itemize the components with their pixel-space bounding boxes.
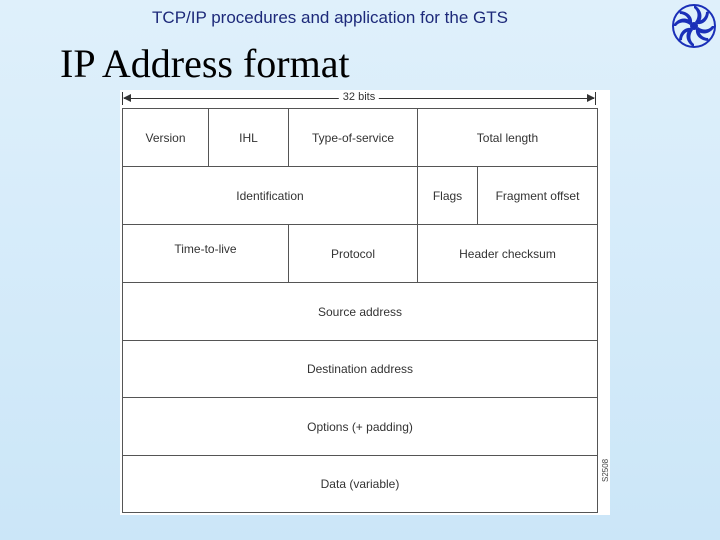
- header-fields-grid: [122, 108, 598, 513]
- arrow-right-icon: [587, 94, 595, 102]
- field-type-of-service: Type-of-service: [288, 109, 417, 166]
- bit-width-label: 32 bits: [339, 91, 379, 103]
- field-data: Data (variable): [123, 455, 597, 512]
- field-ihl: IHL: [208, 109, 288, 166]
- field-source-address: Source address: [123, 282, 597, 340]
- field-time-to-live: Time-to-live: [123, 224, 288, 282]
- field-total-length: Total length: [417, 109, 597, 166]
- spiral-globe-logo-icon: [668, 0, 720, 52]
- bit-width-ruler: [120, 90, 598, 106]
- field-identification: Identification: [123, 166, 417, 224]
- field-fragment-offset: Fragment offset: [477, 166, 597, 224]
- ip-header-diagram: [120, 90, 610, 515]
- header-title: TCP/IP procedures and application for the GTS: [152, 8, 508, 27]
- field-protocol: Protocol: [288, 224, 417, 282]
- field-flags: Flags: [417, 166, 477, 224]
- field-destination-address: Destination address: [123, 340, 597, 397]
- figure-serial-number: S2508: [601, 458, 610, 482]
- field-version: Version: [145, 130, 186, 145]
- field-header-checksum: Header checksum: [417, 224, 597, 282]
- field-options: Options (+ padding): [123, 397, 597, 455]
- slide-title: IP Address format: [60, 41, 350, 86]
- ruler-right-tick: [595, 92, 596, 105]
- arrow-left-icon: [123, 94, 131, 102]
